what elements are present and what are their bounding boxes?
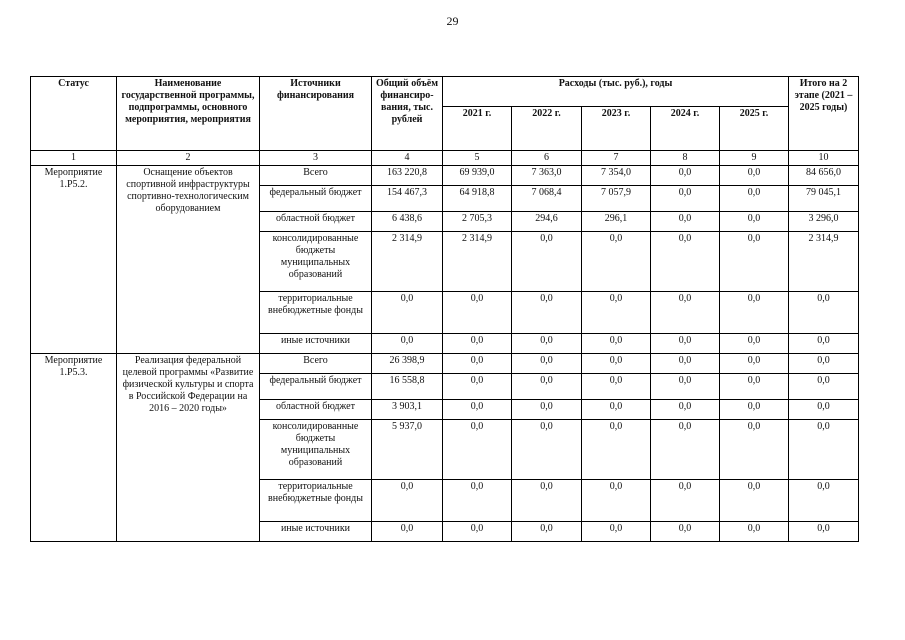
header-year: 2023 г. <box>582 107 651 151</box>
value-cell: 16 558,8 <box>372 374 443 400</box>
value-cell: 0,0 <box>720 334 789 354</box>
source-cell: иные источники <box>260 334 372 354</box>
value-cell: 296,1 <box>582 212 651 232</box>
header-year: 2022 г. <box>512 107 582 151</box>
column-number: 7 <box>582 151 651 166</box>
column-number: 4 <box>372 151 443 166</box>
value-cell: 0,0 <box>720 480 789 522</box>
table-row <box>31 354 859 374</box>
value-cell: 0,0 <box>651 522 720 542</box>
value-cell: 0,0 <box>582 522 651 542</box>
value-cell: 0,0 <box>512 292 582 334</box>
value-cell: 79 045,1 <box>789 186 859 212</box>
value-cell: 2 314,9 <box>372 232 443 292</box>
value-cell: 0,0 <box>720 522 789 542</box>
name-cell: Оснащение объектов спортивной инфраструктуры спортивно-технологическим оборудованием <box>117 166 260 354</box>
header-name: Наименование государственной программы, подпрограммы, основного мероприятия, мероприятия <box>117 77 260 151</box>
source-cell: консолидированные бюджеты муниципальных образований <box>260 420 372 480</box>
value-cell: 3 296,0 <box>789 212 859 232</box>
value-cell: 0,0 <box>582 292 651 334</box>
value-cell: 0,0 <box>651 400 720 420</box>
value-cell: 6 438,6 <box>372 212 443 232</box>
value-cell: 163 220,8 <box>372 166 443 186</box>
source-cell: Всего <box>260 166 372 186</box>
value-cell: 0,0 <box>372 334 443 354</box>
header-status: Статус <box>31 77 117 151</box>
table-row <box>31 166 859 186</box>
value-cell: 0,0 <box>512 522 582 542</box>
value-cell: 0,0 <box>582 354 651 374</box>
value-cell: 0,0 <box>443 354 512 374</box>
value-cell: 7 068,4 <box>512 186 582 212</box>
value-cell: 0,0 <box>789 292 859 334</box>
value-cell: 0,0 <box>372 480 443 522</box>
value-cell: 0,0 <box>443 420 512 480</box>
financing-table <box>30 76 859 542</box>
value-cell: 0,0 <box>651 166 720 186</box>
column-number: 3 <box>260 151 372 166</box>
source-cell: консолидированные бюджеты муниципальных образований <box>260 232 372 292</box>
source-cell: областной бюджет <box>260 400 372 420</box>
value-cell: 0,0 <box>512 420 582 480</box>
value-cell: 2 314,9 <box>789 232 859 292</box>
value-cell: 0,0 <box>789 480 859 522</box>
value-cell: 0,0 <box>512 400 582 420</box>
value-cell: 0,0 <box>789 522 859 542</box>
value-cell: 64 918,8 <box>443 186 512 212</box>
value-cell: 0,0 <box>582 374 651 400</box>
value-cell: 0,0 <box>651 186 720 212</box>
value-cell: 0,0 <box>512 480 582 522</box>
column-number: 8 <box>651 151 720 166</box>
column-number: 2 <box>117 151 260 166</box>
value-cell: 0,0 <box>720 186 789 212</box>
source-cell: иные источники <box>260 522 372 542</box>
value-cell: 26 398,9 <box>372 354 443 374</box>
header-year: 2024 г. <box>651 107 720 151</box>
value-cell: 0,0 <box>582 480 651 522</box>
table-body <box>31 166 859 542</box>
value-cell: 0,0 <box>512 334 582 354</box>
name-cell: Реализация федеральной целевой программы «Развитие физической культуры и спорта в Российской Федерации на 2016 – 2020 годы» <box>117 354 260 542</box>
source-cell: территориальные внебюджетные фонды <box>260 480 372 522</box>
value-cell: 0,0 <box>789 420 859 480</box>
value-cell: 0,0 <box>443 292 512 334</box>
value-cell: 7 363,0 <box>512 166 582 186</box>
header-itog: Итого на 2 этапе (2021 – 2025 годы) <box>789 77 859 151</box>
value-cell: 0,0 <box>789 374 859 400</box>
value-cell: 0,0 <box>651 212 720 232</box>
header-year: 2025 г. <box>720 107 789 151</box>
header-total: Общий объём финансиро-вания, тыс. рублей <box>372 77 443 151</box>
value-cell: 0,0 <box>789 400 859 420</box>
status-cell: Мероприятие 1.Р5.2. <box>31 166 117 354</box>
value-cell: 0,0 <box>651 334 720 354</box>
column-number: 10 <box>789 151 859 166</box>
value-cell: 0,0 <box>582 334 651 354</box>
value-cell: 0,0 <box>512 354 582 374</box>
value-cell: 0,0 <box>582 400 651 420</box>
column-number: 9 <box>720 151 789 166</box>
column-number: 5 <box>443 151 512 166</box>
value-cell: 0,0 <box>720 354 789 374</box>
header-year: 2021 г. <box>443 107 512 151</box>
source-cell: территориальные внебюджетные фонды <box>260 292 372 334</box>
value-cell: 0,0 <box>443 334 512 354</box>
value-cell: 84 656,0 <box>789 166 859 186</box>
column-number: 1 <box>31 151 117 166</box>
value-cell: 0,0 <box>789 334 859 354</box>
value-cell: 0,0 <box>443 374 512 400</box>
value-cell: 0,0 <box>651 292 720 334</box>
value-cell: 0,0 <box>651 374 720 400</box>
source-cell: Всего <box>260 354 372 374</box>
value-cell: 154 467,3 <box>372 186 443 212</box>
value-cell: 0,0 <box>512 232 582 292</box>
source-cell: федеральный бюджет <box>260 186 372 212</box>
value-cell: 5 937,0 <box>372 420 443 480</box>
value-cell: 0,0 <box>651 480 720 522</box>
value-cell: 0,0 <box>372 522 443 542</box>
value-cell: 69 939,0 <box>443 166 512 186</box>
value-cell: 0,0 <box>443 522 512 542</box>
value-cell: 7 057,9 <box>582 186 651 212</box>
value-cell: 2 314,9 <box>443 232 512 292</box>
page-number: 29 <box>446 14 459 28</box>
value-cell: 0,0 <box>651 232 720 292</box>
value-cell: 0,0 <box>789 354 859 374</box>
value-cell: 0,0 <box>720 232 789 292</box>
value-cell: 0,0 <box>651 420 720 480</box>
value-cell: 3 903,1 <box>372 400 443 420</box>
value-cell: 0,0 <box>582 420 651 480</box>
value-cell: 0,0 <box>720 292 789 334</box>
status-cell: Мероприятие 1.Р5.3. <box>31 354 117 542</box>
value-cell: 0,0 <box>720 400 789 420</box>
value-cell: 0,0 <box>651 354 720 374</box>
source-cell: областной бюджет <box>260 212 372 232</box>
header-sources: Источники финансирования <box>260 77 372 151</box>
value-cell: 0,0 <box>720 374 789 400</box>
value-cell: 0,0 <box>582 232 651 292</box>
value-cell: 0,0 <box>512 374 582 400</box>
value-cell: 0,0 <box>720 166 789 186</box>
column-number: 6 <box>512 151 582 166</box>
value-cell: 0,0 <box>372 292 443 334</box>
value-cell: 294,6 <box>512 212 582 232</box>
source-cell: федеральный бюджет <box>260 374 372 400</box>
value-cell: 7 354,0 <box>582 166 651 186</box>
value-cell: 0,0 <box>720 212 789 232</box>
value-cell: 0,0 <box>443 400 512 420</box>
value-cell: 0,0 <box>443 480 512 522</box>
value-cell: 0,0 <box>720 420 789 480</box>
header-expenses: Расходы (тыс. руб.), годы <box>443 77 789 107</box>
value-cell: 2 705,3 <box>443 212 512 232</box>
